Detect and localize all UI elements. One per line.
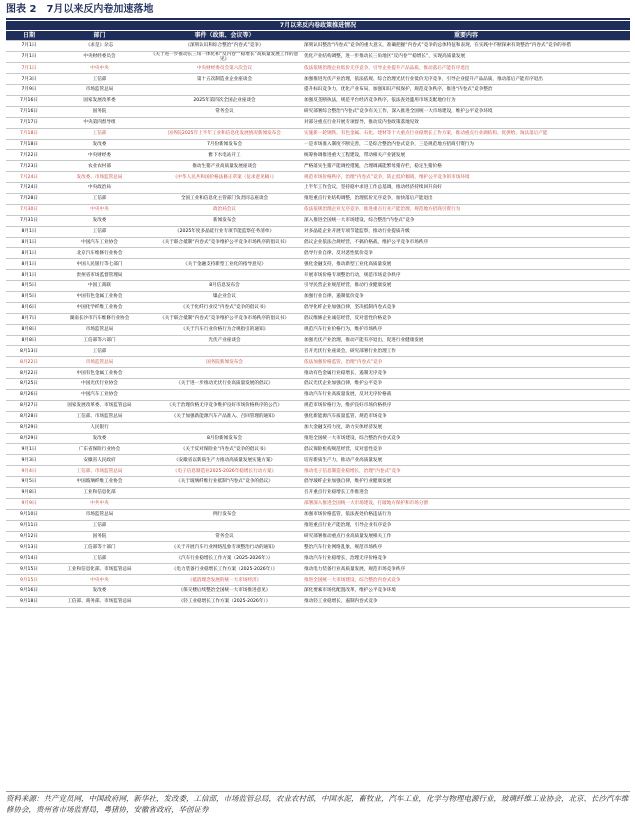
cell-content: 推动电子信息制造业稳增长，治理“内卷式”竞争 <box>302 466 630 477</box>
sources-divider <box>6 791 630 792</box>
cell-content: 加强推进光伏产业治理，依法依规、综合治理光伏行业低价无序竞争，引导企业提升产品品质，推动落后产能有序退出 <box>302 74 630 85</box>
cell-event: 2025年第四次全国企业座谈会 <box>147 95 302 106</box>
cell-dept: 中央中央 <box>52 63 147 74</box>
cell-event: 雅下水电站开工 <box>147 150 302 161</box>
cell-content: 研究部署综合整治“内卷式”竞争有关工作，深入推进全国统一大市场建设，维护公平竞争环境 <box>302 106 630 117</box>
cell-content: 统筹协调推进重大工程建设，带动相关产业链发展 <box>302 150 630 161</box>
cell-content: 严格落实生猪产能调控措施，合理调减能繁母猪存栏，稳定生猪价格 <box>302 161 630 172</box>
cell-event: 《安徽省以新质生产力推动高质量发展实施方案》 <box>147 455 302 466</box>
cell-dept: 市场监管总局 <box>52 324 147 335</box>
cell-date: 7月9日 <box>6 85 52 96</box>
cell-event <box>147 368 302 379</box>
cell-date: 7月31日 <box>6 215 52 226</box>
table-row <box>6 292 630 303</box>
cell-date: 7月1日 <box>6 63 52 74</box>
table-body <box>6 41 630 608</box>
table-row <box>6 172 630 183</box>
cell-date: 8月26日 <box>6 390 52 401</box>
cell-content: 整治汽车行业网络乱象，规范市场秩序 <box>302 542 630 553</box>
cell-dept: 工信部、市场监管总局 <box>52 411 147 422</box>
cell-date: 9月4日 <box>6 466 52 477</box>
cell-content: 上半年工作会议，坚持稳中求进工作总基调，推动经济持续回升向好 <box>302 183 630 194</box>
header-dept: 部门 <box>52 31 147 41</box>
cell-date: 7月18日 <box>6 128 52 139</box>
sources-note: 资料来源：共产党员网，中国政府网，新华社，发改委，工信部，市场监管总局，农业农村部，中国水泥，畜牧业，汽车工业，化学与物理电源行业，玻璃纤维工业协会，北京、长沙汽车维修协会，贵州省市场监督局，粤猪协，安徽省政府，华创证券 <box>6 794 629 814</box>
cell-content: 推进全国统一大市场建设，综合整治内卷式竞争 <box>302 575 630 586</box>
cell-date: 9月16日 <box>6 586 52 597</box>
cell-dept: 国务院 <box>52 531 147 542</box>
cell-dept: 市场监管总局 <box>52 509 147 520</box>
cell-content: 召开重点行业稳增长工作推进会 <box>302 488 630 499</box>
cell-content: 规范市场价格秩序，治理“内卷式”竞争，防止低价倾销，维护公平竞争的市场环境 <box>302 172 630 183</box>
table-row <box>6 455 630 466</box>
cell-content: 倡议企业依法合规经营，不搞价格战，维护公平竞争市场秩序 <box>302 237 630 248</box>
cell-date: 8月29日 <box>6 433 52 444</box>
cell-dept: 中央财经委 <box>52 150 147 161</box>
table-row <box>6 488 630 499</box>
cell-date: 7月24日 <box>6 172 52 183</box>
table-title: 7月以来反内卷政策推进情况 <box>6 21 630 31</box>
cell-content: 倡议光伏企业加强自律，维护公平竞争 <box>302 379 630 390</box>
cell-dept: 安徽省人民政府 <box>52 455 147 466</box>
cell-event: 中央财经委员会第六次会议 <box>147 63 302 74</box>
cell-event: 《电子信息制造业2025-2026年稳增长行动方案》 <box>147 466 302 477</box>
table-row <box>6 586 630 597</box>
cell-dept: 国务院 <box>52 106 147 117</box>
cell-date: 7月1日 <box>6 41 52 52</box>
table-row <box>6 313 630 324</box>
table-row <box>6 477 630 488</box>
cell-date: 8月5日 <box>6 292 52 303</box>
cell-content: 推进全国统一大市场建设，综合整治内卷式竞争 <box>302 433 630 444</box>
cell-dept: 工信部 <box>52 226 147 237</box>
cell-dept: 中国有色金属工业协会 <box>52 368 147 379</box>
figure-caption: 图表 2 7月以来反内卷加速落地 <box>6 4 154 15</box>
cell-content: 引导民营企业规范经营，推动行业健康发展 <box>302 281 630 292</box>
cell-event: 《轻工业稳增长工作方案（2025-2026年）》 <box>147 596 302 607</box>
caption-divider <box>6 18 630 20</box>
table-row <box>6 498 630 509</box>
cell-date: 8月6日 <box>6 302 52 313</box>
cell-content: 加强市场价格监管，依法查处价格违法行为 <box>302 509 630 520</box>
cell-dept: 工信部 <box>52 74 147 85</box>
cell-dept: 工业和信息化部、市场监管总局 <box>52 564 147 575</box>
cell-content: 依法依规治理企业无序竞争，推进重点行业产能治理，规范地方招商引资行为 <box>302 204 630 215</box>
header-event: 事件（政策、会议等） <box>147 31 302 41</box>
cell-event: 《关于玻璃纤维行业抵制“内卷式”竞争的倡议》 <box>147 477 302 488</box>
table-row <box>6 281 630 292</box>
cell-event: 《深刻认识和综合整治“内卷式”竞争》 <box>147 41 302 52</box>
cell-event <box>147 390 302 401</box>
table-row <box>6 346 630 357</box>
cell-event <box>147 183 302 194</box>
table-row <box>6 390 630 401</box>
cell-dept: 中国玻璃纤维工业协会 <box>52 477 147 488</box>
cell-event: 常务会议 <box>147 106 302 117</box>
cell-date: 9月15日 <box>6 564 52 575</box>
cell-event <box>147 488 302 499</box>
cell-content: 加大金融支持力度，助力实体经济发展 <box>302 422 630 433</box>
cell-dept: 北京汽车维修行业协会 <box>52 248 147 259</box>
cell-date: 9月9日 <box>6 498 52 509</box>
table-row <box>6 466 630 477</box>
cell-date: 8月25日 <box>6 379 52 390</box>
table-row <box>6 433 630 444</box>
cell-content: 推动汽车行业稳增长，治理无序价格竞争 <box>302 553 630 564</box>
table-row <box>6 564 630 575</box>
cell-dept: 发改委 <box>52 586 147 597</box>
table-row <box>6 400 630 411</box>
cell-content: 推动有色金属行业稳增长，遏制无序竞争 <box>302 368 630 379</box>
cell-date: 9月13日 <box>6 542 52 553</box>
cell-date: 8月1日 <box>6 248 52 259</box>
cell-event: 《关于加强新能源汽车产品准入、召回管理的通知》 <box>147 411 302 422</box>
cell-event: 推动生猪产业高质量发展座谈会 <box>147 161 302 172</box>
cell-date: 7月3日 <box>6 74 52 85</box>
cell-content: 规范汽车行业价格行为，维护市场秩序 <box>302 324 630 335</box>
cell-content: 推进重点行业结构调整，治理低价无序竞争，加快落后产能退出 <box>302 193 630 204</box>
cell-event: 《关于治理价格无序竞争维护良好市场价格秩序的公告》 <box>147 400 302 411</box>
cell-event <box>147 248 302 259</box>
cell-date: 8月8日 <box>6 335 52 346</box>
cell-event: 《关于金融支持新型工业化的指导意见》 <box>147 259 302 270</box>
cell-content: 推动汽车行业高质量发展，反对无序价格战 <box>302 390 630 401</box>
cell-date: 7月24日 <box>6 183 52 194</box>
cell-event: 新闻发布会 <box>147 215 302 226</box>
cell-content: 依法依规治理企业低价无序竞争，引导企业提升产品品质，推动落后产能有序退出 <box>302 63 630 74</box>
cell-date: 9月1日 <box>6 444 52 455</box>
cell-event: 第十五次制造业企业座谈会 <box>147 74 302 85</box>
cell-date: 9月12日 <box>6 531 52 542</box>
cell-date: 7月22日 <box>6 150 52 161</box>
cell-content: 加强反垄断执法，规范平台经济竞争秩序，依法查处滥用市场支配地位行为 <box>302 95 630 106</box>
cell-dept: 工信部、商务部、市场监管总局 <box>52 596 147 607</box>
cell-dept: 发改委 <box>52 215 147 226</box>
cell-event <box>147 346 302 357</box>
cell-event: 全国工业和信息化主管部门负责同志座谈会 <box>147 193 302 204</box>
cell-content: 推动电力装备行业高质量发展，规范市场竞争秩序 <box>302 564 630 575</box>
cell-dept: 贵州省市场监督管理局 <box>52 270 147 281</box>
cell-event: 《中华人民共和国价格法修正草案（征求意见稿）》 <box>147 172 302 183</box>
cell-content: 强化金融支持，推动新型工业化高质量发展 <box>302 259 630 270</box>
cell-dept: 中国人民银行等七部门 <box>52 259 147 270</box>
cell-dept: 中国化学纤维工业协会 <box>52 302 147 313</box>
cell-dept: 中国工商联 <box>52 281 147 292</box>
cell-date: 8月22日 <box>6 368 52 379</box>
cell-date: 9月5日 <box>6 477 52 488</box>
cell-content: 深化要素市场化配置改革，维护公平竞争环境 <box>302 586 630 597</box>
cell-dept: 市场监管总局 <box>52 357 147 368</box>
header-content: 重要内容 <box>302 31 630 41</box>
cell-content: 推进重点行业产能治理，引导企业有序竞争 <box>302 520 630 531</box>
cell-date: 8月22日 <box>6 357 52 368</box>
cell-content: 倡导行业自律，反对恶性低价竞争 <box>302 248 630 259</box>
table-row <box>6 215 630 226</box>
table-row <box>6 302 630 313</box>
cell-event: 国务院新闻发布会 <box>147 357 302 368</box>
cell-event: 《关于反对保险业“内卷式”竞争的倡议书》 <box>147 444 302 455</box>
cell-dept: 国家发展改革委、市场监管总局 <box>52 400 147 411</box>
table-row <box>6 226 630 237</box>
cell-content: 部署深入推进全国统一大市场建设，打破地方保护和市场分割 <box>302 498 630 509</box>
cell-dept: 工信部、市场监管总局 <box>52 466 147 477</box>
cell-dept: 发改委、市场监管总局 <box>52 172 147 183</box>
cell-content: 实施新一轮钢铁、有色金属、石化、建材等十大重点行业稳增长工作方案，推动重点行业调结构、优供给、淘汰落后产能 <box>302 128 630 139</box>
cell-event: 《关于联合抵制“内卷式”竞争维护公平竞争市场秩序的倡议书》 <box>147 237 302 248</box>
cell-dept: 工信部等十部门 <box>52 542 147 553</box>
table-row <box>6 422 630 433</box>
cell-dept: 农业农村部 <box>52 161 147 172</box>
cell-content: 加强行业自律，遏制低价竞争 <box>302 292 630 303</box>
cell-date: 8月7日 <box>6 313 52 324</box>
cell-dept: 工信部 <box>52 520 147 531</box>
table-row <box>6 51 630 62</box>
cell-dept: 工信部 <box>52 193 147 204</box>
cell-date: 9月18日 <box>6 596 52 607</box>
cell-event: 例行发布会 <box>147 509 302 520</box>
table-row <box>6 324 630 335</box>
table-row <box>6 204 630 215</box>
cell-dept: 中央政治局 <box>52 183 147 194</box>
table-row <box>6 596 630 607</box>
cell-date: 8月1日 <box>6 226 52 237</box>
cell-dept: 中央中央 <box>52 575 147 586</box>
cell-event: 《关于汽车行业价格行为合规指引的通知》 <box>147 324 302 335</box>
cell-dept: 发改委 <box>52 433 147 444</box>
table-row <box>6 193 630 204</box>
cell-content: 倡导玻纤企业加强自律，维护行业健康发展 <box>302 477 630 488</box>
cell-date: 8月29日 <box>6 422 52 433</box>
table-row <box>6 509 630 520</box>
cell-event <box>147 85 302 96</box>
cell-date: 9月3日 <box>6 455 52 466</box>
cell-dept: 中国光伏行业协会 <box>52 379 147 390</box>
cell-content: 召开光伏行业座谈会，研究部署行业治理工作 <box>302 346 630 357</box>
cell-event <box>147 270 302 281</box>
cell-event: 8月信息发布会 <box>147 281 302 292</box>
cell-content: 强化新能源汽车质量监管，规范市场竞争 <box>302 411 630 422</box>
table-row <box>6 139 630 150</box>
cell-date: 7月28日 <box>6 193 52 204</box>
cell-content: 对部分重点行业开展专项督导，推动反内卷政策落地见效 <box>302 117 630 128</box>
table-row <box>6 379 630 390</box>
cell-dept: 工业和信息化部 <box>52 488 147 499</box>
cell-event: 7月份新闻发布会 <box>147 139 302 150</box>
cell-event <box>147 117 302 128</box>
table-row <box>6 357 630 368</box>
cell-event: 《电力装备行业稳增长工作方案（2025-2026年）》 <box>147 564 302 575</box>
cell-dept: 工信部 <box>52 553 147 564</box>
cell-event: 《关于化纤行业反“内卷式”竞争的倡议书》 <box>147 302 302 313</box>
cell-dept: 中央第四督导组 <box>52 117 147 128</box>
cell-event <box>147 422 302 433</box>
cell-content: 对多晶硅企业开展专项节能监察，推动行业提质升级 <box>302 226 630 237</box>
cell-event: 《汽车行业稳增长工作方案（2025-2026年）》 <box>147 553 302 564</box>
cell-date: 8月28日 <box>6 411 52 422</box>
table-row <box>6 368 630 379</box>
cell-event: 常务会议 <box>147 531 302 542</box>
cell-event <box>147 520 302 531</box>
table-row <box>6 85 630 96</box>
cell-date: 8月1日 <box>6 270 52 281</box>
table-row <box>6 74 630 85</box>
cell-dept: 国家发展改革委 <box>52 95 147 106</box>
cell-content: 培育新质生产力，推动产业高质量发展 <box>302 455 630 466</box>
cell-content: 推动轻工业稳增长，遏制内卷式竞争 <box>302 596 630 607</box>
cell-event: 8月份新闻发布会 <box>147 433 302 444</box>
cell-event <box>147 498 302 509</box>
cell-content: 开展市场价格专项整治行动，规范市场竞争秩序 <box>302 270 630 281</box>
cell-dept: 中央中央 <box>52 204 147 215</box>
cell-event: 《关于进一步推动光伏行业高质量发展的倡议》 <box>147 379 302 390</box>
table-row <box>6 270 630 281</box>
cell-date: 7月16日 <box>6 106 52 117</box>
table-row <box>6 63 630 74</box>
cell-content: 深刻认识整治“内卷式”竞争的重大意义，准确把握“内卷式”竞争的总体特征和表现，在实践中不断探索有效整治“内卷式”竞争的举措 <box>302 41 630 52</box>
table-row <box>6 161 630 172</box>
table-row <box>6 531 630 542</box>
cell-date: 8月13日 <box>6 346 52 357</box>
cell-content: 优化产业结构调整，进一步推动长三角地区“反内卷”“稳增长”，实现高质量发展 <box>302 51 630 62</box>
cell-dept: 广东省保险行业协会 <box>52 444 147 455</box>
cell-event: 政治局会议 <box>147 204 302 215</box>
cell-dept: 发改委 <box>52 139 147 150</box>
cell-dept: 中国汽车工业协会 <box>52 237 147 248</box>
cell-content: 倡导化纤企业加强自律，坚决抵制内卷式竞争 <box>302 302 630 313</box>
table-row <box>6 106 630 117</box>
cell-content: 倡议维修企业诚信经营，反对恶性价格竞争 <box>302 313 630 324</box>
cell-content: 规范市场价格行为，维护良好市场价格秩序 <box>302 400 630 411</box>
table-row <box>6 128 630 139</box>
cell-date: 8月1日 <box>6 259 52 270</box>
cell-event: 《保交楼后续整治全国统一大市场推进意见》 <box>147 586 302 597</box>
cell-dept: 中国汽车工业协会 <box>52 390 147 401</box>
table-row <box>6 553 630 564</box>
table-row <box>6 520 630 531</box>
cell-date: 7月17日 <box>6 117 52 128</box>
cell-event: 《关于开展汽车行业网络乱象专项整治行动的通知》 <box>147 542 302 553</box>
cell-content: 倡议保险机构规范经营，反对恶性竞争 <box>302 444 630 455</box>
policy-table <box>6 21 630 608</box>
cell-event: 《关于进一步推动长三角一体化和“反内卷”“稳增长”高质量发展工作的意见》 <box>147 51 302 62</box>
cell-dept: 《求是》杂志 <box>52 41 147 52</box>
table-row <box>6 542 630 553</box>
table-row <box>6 150 630 161</box>
cell-dept: 人民银行 <box>52 422 147 433</box>
cell-content: 深入推进全国统一大市场建设，综合整治“内卷式”竞争 <box>302 215 630 226</box>
cell-content: 依法加强价格监管，治理“内卷式”竞争 <box>302 357 630 368</box>
cell-event: 《抵消理念发展的统一大市场经济》 <box>147 575 302 586</box>
cell-dept: 中央财经委员会 <box>52 51 147 62</box>
table-row <box>6 411 630 422</box>
cell-date: 9月15日 <box>6 575 52 586</box>
table-row <box>6 183 630 194</box>
cell-dept: 湖南长沙市汽车维修行业协会 <box>52 313 147 324</box>
cell-content: 加强光伏产业治理，推动产能有序退出，促进行业健康发展 <box>302 335 630 346</box>
cell-date: 9月10日 <box>6 509 52 520</box>
table-row <box>6 95 630 106</box>
cell-date: 9月11日 <box>6 520 52 531</box>
cell-dept: 工信部 <box>52 128 147 139</box>
cell-dept: 工信部等六部门 <box>52 335 147 346</box>
cell-event: 《2025年度多晶硅行业专项节能监察任务清单》 <box>147 226 302 237</box>
table-row <box>6 248 630 259</box>
cell-date: 7月23日 <box>6 161 52 172</box>
table-row <box>6 575 630 586</box>
cell-date: 8月5日 <box>6 281 52 292</box>
cell-dept: 工信部 <box>52 346 147 357</box>
table-row <box>6 335 630 346</box>
cell-dept: 中国有色金属工业协会 <box>52 292 147 303</box>
table-row <box>6 259 630 270</box>
cell-date: 8月27日 <box>6 400 52 411</box>
cell-content: 研究部署推动重点行业高质量发展相关工作 <box>302 531 630 542</box>
cell-date: 9月14日 <box>6 553 52 564</box>
table-row <box>6 444 630 455</box>
cell-event: 《关于联合抵制“内卷式”竞争维护公平竞争市场秩序的倡议书》 <box>147 313 302 324</box>
cell-date: 7月18日 <box>6 139 52 150</box>
cell-date: 7月30日 <box>6 204 52 215</box>
cell-event: 国务院2025年上半年工业和信息化发展情况新闻发布会 <box>147 128 302 139</box>
cell-content: 提升标识竞争力，优化产业布局，加强知识产权保护，规范竞争秩序，推进“内卷式”竞争整治 <box>302 85 630 96</box>
cell-event: 光伏产业座谈会 <box>147 335 302 346</box>
cell-date: 7月1日 <box>6 51 52 62</box>
cell-date: 9月8日 <box>6 488 52 499</box>
cell-dept: 中共中央 <box>52 498 147 509</box>
table-row <box>6 237 630 248</box>
cell-date: 8月1日 <box>6 237 52 248</box>
cell-content: 一是市场准入制度不断完善，二是综合整治内卷式竞争，三是规范地方招商引资行为 <box>302 139 630 150</box>
header-date: 日期 <box>6 31 52 41</box>
table-row <box>6 41 630 52</box>
cell-date: 7月16日 <box>6 95 52 106</box>
table-row <box>6 117 630 128</box>
cell-dept: 市场监管总局 <box>52 85 147 96</box>
cell-event: 镍企业会议 <box>147 292 302 303</box>
cell-date: 8月8日 <box>6 324 52 335</box>
